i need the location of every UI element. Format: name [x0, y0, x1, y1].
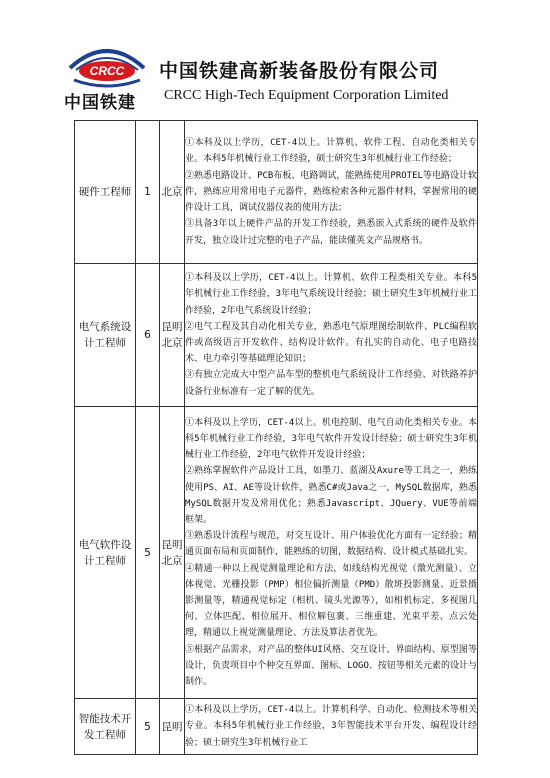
requirement-item: ①本科及以上学历，CET-4以上。机电控制、电气自动化类相关专业。本科5年机械行业工作经验，3年电气软件开发设计经验；硕士研究生3年机械行业工作经验，2年电气软件开发设计经验； — [185, 417, 477, 461]
job-table — [74, 120, 478, 755]
job-title: 智能技术开发工程师 — [75, 699, 136, 755]
crcc-logo-icon — [62, 40, 152, 90]
requirement-item: ①本科及以上学历，CET-4以上。计算机、软件工程、自动化类相关专业。本科5年机械行业工作经验，硕士研究生3年机械行业工作经验； — [185, 138, 477, 165]
requirement-item: ③熟悉设计流程与规范，对交互设计、用户体验优化方面有一定经验；精通页面布局和页面制作，能熟练的切图，数据结构、设计模式基础扎实。 — [185, 531, 477, 558]
table-row — [75, 407, 478, 699]
requirement-item: ③有独立完成大中型产品车型的整机电气系统设计工作经验、对铁路养护设备行业标准有一定了解的优先。 — [185, 370, 477, 397]
company-name-chinese: 中国铁建高新装备股份有限公司 — [159, 60, 440, 82]
table-row — [75, 264, 478, 407]
job-count: 5 — [136, 407, 160, 699]
job-location: 昆明北京 — [160, 407, 185, 699]
requirement-item: ④精通一种以上视觉测量理论和方法，如线结构光视觉（激光测量）、立体视觉、光栅投影（PMP）相位偏折测量（PMD）散斑投影测量、近景摄影测量等，精通视觉标定（相机、镜头光源等），如相机标定、多视图几何、立体匹配、相位展开、相位解包裹、三维重建、光束平差、点云处理，精通以上视觉测量理论、方法及算法者优先。 — [185, 563, 477, 639]
requirement-item: ①本科及以上学历，CET-4以上。计算机、软件工程类相关专业。本科5年机械行业工作经验，3年电气系统设计经验；硕士研究生3年机械行业工作经验，2年电气系统设计经验； — [185, 273, 477, 316]
company-name-english: CRCC High-Tech Equipment Corporation Limited — [164, 88, 449, 103]
requirement-item: ⑤根据产品需求，对产品的整体UI风格、交互设计、界面结构、原型图等设计，负责项目中个种交互界面、图标、LOGO、按钮等相关元素的设计与制作。 — [185, 644, 477, 688]
letterhead — [0, 0, 550, 118]
job-count: 6 — [136, 264, 160, 407]
job-count: 5 — [136, 699, 160, 755]
table-row — [75, 121, 478, 264]
job-title: 硬件工程师 — [75, 121, 136, 264]
job-location: 昆明 — [160, 699, 185, 755]
job-count: 1 — [136, 121, 160, 264]
requirement-item: ②熟悉电路设计、PCB布板、电路调试，能熟练使用PROTEL等电路设计软件，熟练应用常用电子元器件，熟练检索各种元器件材料，掌握常用的硬件设计工具，调试仪器仪表的使用方法； — [185, 170, 477, 214]
table-row — [75, 699, 478, 755]
requirement-item: ①本科及以上学历，CET-4以上。计算机科学、自动化、检测技术等相关专业。本科5年机械行业工作经验，3年智能技术平台开发、编程设计经验；硕士研究生3年机械行业工 — [185, 705, 477, 748]
requirement-item: ②熟练掌握软件产品设计工具，如墨刀、蓝湖及Axure等工具之一，熟练使用PS、AI、AE等设计软件，熟悉C#或Java之一，MySQL数据库，熟悉MySQL数据开发及常用优化；熟悉Javascript、JQuery、VUE等前端框架。 — [185, 466, 477, 525]
job-location: 北京 — [160, 121, 185, 264]
requirement-item: ②电气工程及其自动化相关专业，熟悉电气原理图绘制软件、PLC编程软件或高级语言开发软件、结构设计软件。有扎实的自动化、电子电路技术、电力牵引等基础理论知识； — [185, 321, 477, 365]
job-requirements — [185, 264, 478, 407]
job-title: 电气软件设计工程师 — [75, 407, 136, 699]
requirement-item: ③具备3年以上硬件产品的开发工作经验，熟悉嵌入式系统的硬件及软件开发，独立设计过完整的电子产品，能读懂英文产品规格书。 — [185, 219, 477, 246]
logo-chinese-text: 中国铁建 — [64, 93, 136, 113]
job-location: 昆明北京 — [160, 264, 185, 407]
job-requirements — [185, 699, 478, 755]
job-title: 电气系统设计工程师 — [75, 264, 136, 407]
logo-text: CRCC — [89, 64, 125, 78]
job-requirements — [185, 121, 478, 264]
job-requirements — [185, 407, 478, 699]
